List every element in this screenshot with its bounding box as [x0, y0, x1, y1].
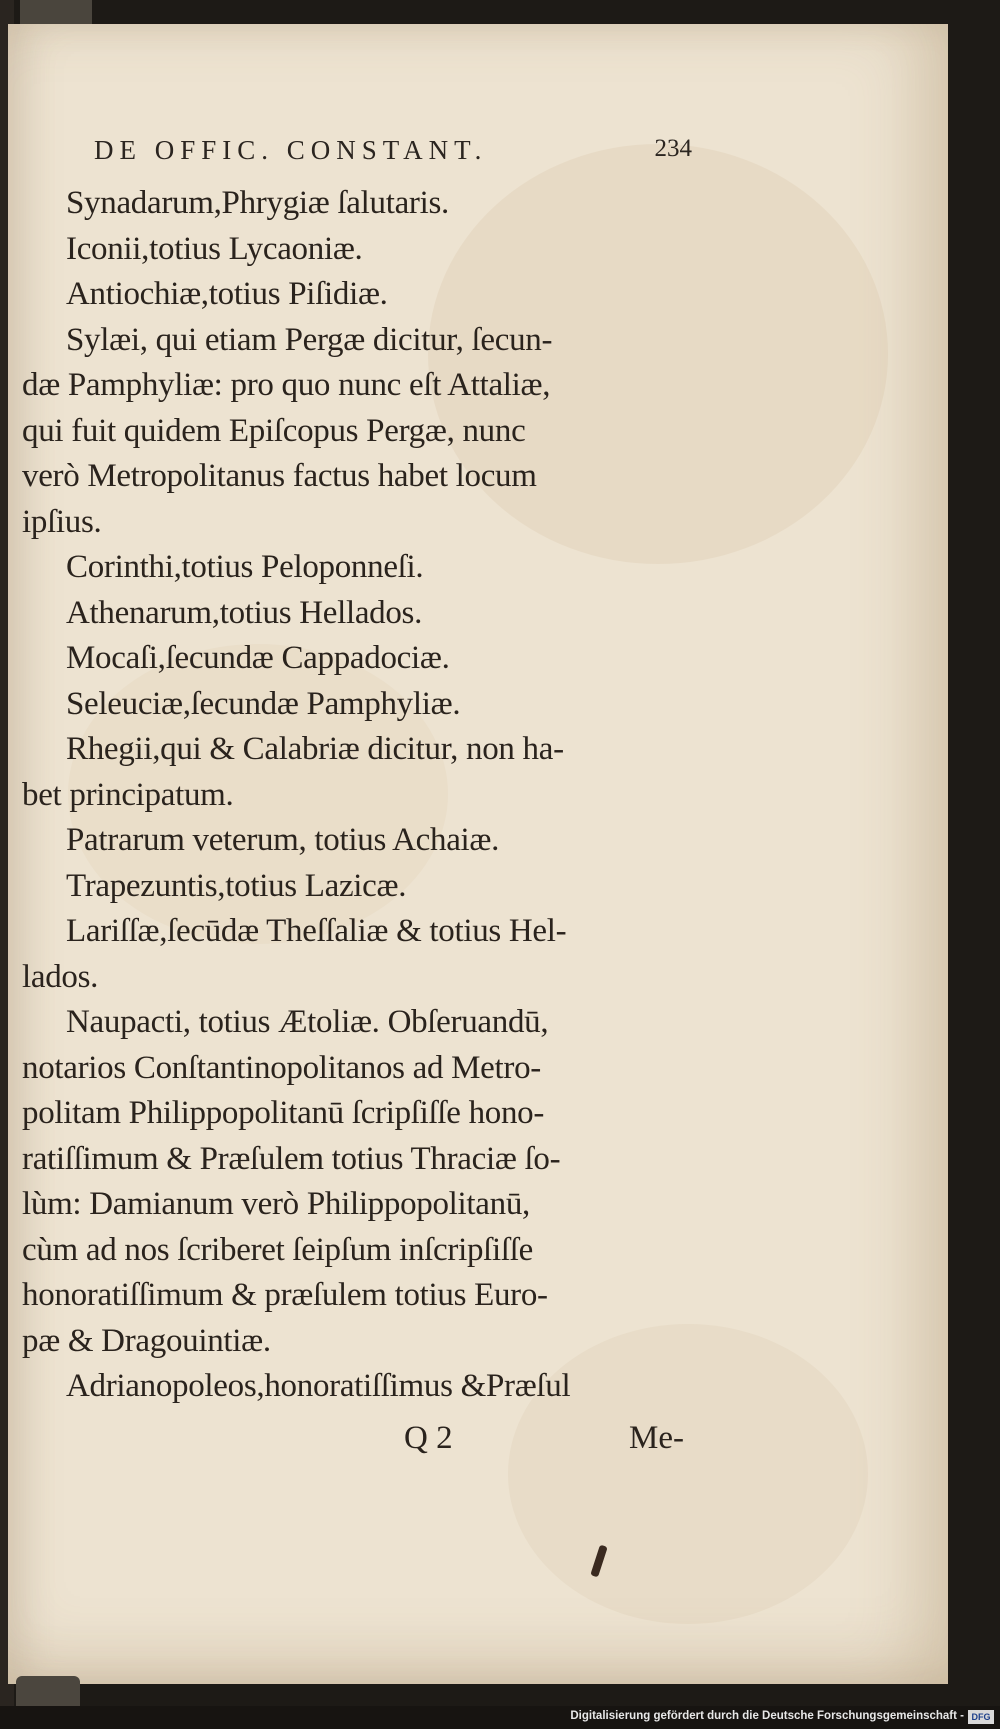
text-line: honoratiſſimum & præſulem totius Euro- — [22, 1277, 548, 1313]
text-line: Rhegii,qui & Calabriæ dicitur, non ha- — [66, 731, 564, 767]
text-line: politam Philippopolitanū ſcripſiſſe hono- — [22, 1095, 545, 1131]
text-line: Naupacti, totius Ætoliæ. Obſeruandū, — [66, 1004, 549, 1040]
catchword: Me- — [629, 1420, 684, 1456]
text-line: cùm ad nos ſcriberet ſeipſum inſcripſiſſe — [22, 1231, 533, 1268]
page-footer — [404, 1420, 684, 1466]
text-line: lùm: Damianum verò Philippopolitanū, — [22, 1186, 530, 1222]
text-line: Patrarum veterum, totius Achaiæ. — [66, 822, 500, 858]
running-head: DE OFFIC. CONSTANT. — [94, 135, 488, 165]
text-line: pæ & Dragouintiæ. — [22, 1322, 271, 1359]
text-line: Sylæi, qui etiam Pergæ dicitur, ſecun- — [66, 321, 553, 358]
text-line: Mocaſi,ſecundæ Cappadociæ. — [66, 640, 450, 676]
text-line: Seleuciæ,ſecundæ Pamphyliæ. — [66, 685, 461, 722]
text-line: dæ Pamphyliæ: pro quo nunc eſt Attaliæ, — [22, 367, 551, 403]
text-line: lados. — [22, 958, 99, 995]
text-line: ipſius. — [22, 503, 102, 540]
text-line: Antiochiæ,totius Piſidiæ. — [66, 276, 388, 312]
credit-text: Digitalisierung gefördert durch die Deutsche Forschungsgemeinschaft - — [570, 1710, 964, 1722]
text-line: Trapezuntis,totius Lazicæ. — [66, 867, 407, 904]
text-line: verò Metropolitanus factus habet locum — [22, 458, 537, 494]
text-line: Athenarum,totius Hellados. — [66, 594, 423, 631]
page-number: 234 — [654, 135, 692, 162]
text-line: Lariſſæ,ſecūdæ Theſſaliæ & totius Hel- — [66, 913, 567, 949]
binding-tab-bottom — [16, 1676, 80, 1706]
text-line: qui fuit quidem Epiſcopus Pergæ, nunc — [22, 412, 526, 449]
page-header — [94, 135, 692, 171]
credit-bar — [0, 1706, 1000, 1729]
text-line: Synadarum,Phrygiæ ſalutaris. — [66, 185, 449, 221]
text-line: Adrianopoleos,honoratiſſimus &Præſul — [66, 1368, 571, 1404]
text-line: Iconii,totius Lycaoniæ. — [66, 230, 363, 267]
text-line: Corinthi,totius Peloponneſi. — [66, 549, 424, 585]
signature-mark: Q 2 — [404, 1420, 453, 1456]
body-text — [22, 181, 682, 1410]
text-line: ratiſſimum & Præſulem totius Thraciæ ſo- — [22, 1140, 561, 1177]
dfg-logo: DFG — [968, 1710, 994, 1724]
text-line: notarios Conſtantinopolitanos ad Metro- — [22, 1049, 541, 1086]
text-line: bet principatum. — [22, 776, 234, 813]
